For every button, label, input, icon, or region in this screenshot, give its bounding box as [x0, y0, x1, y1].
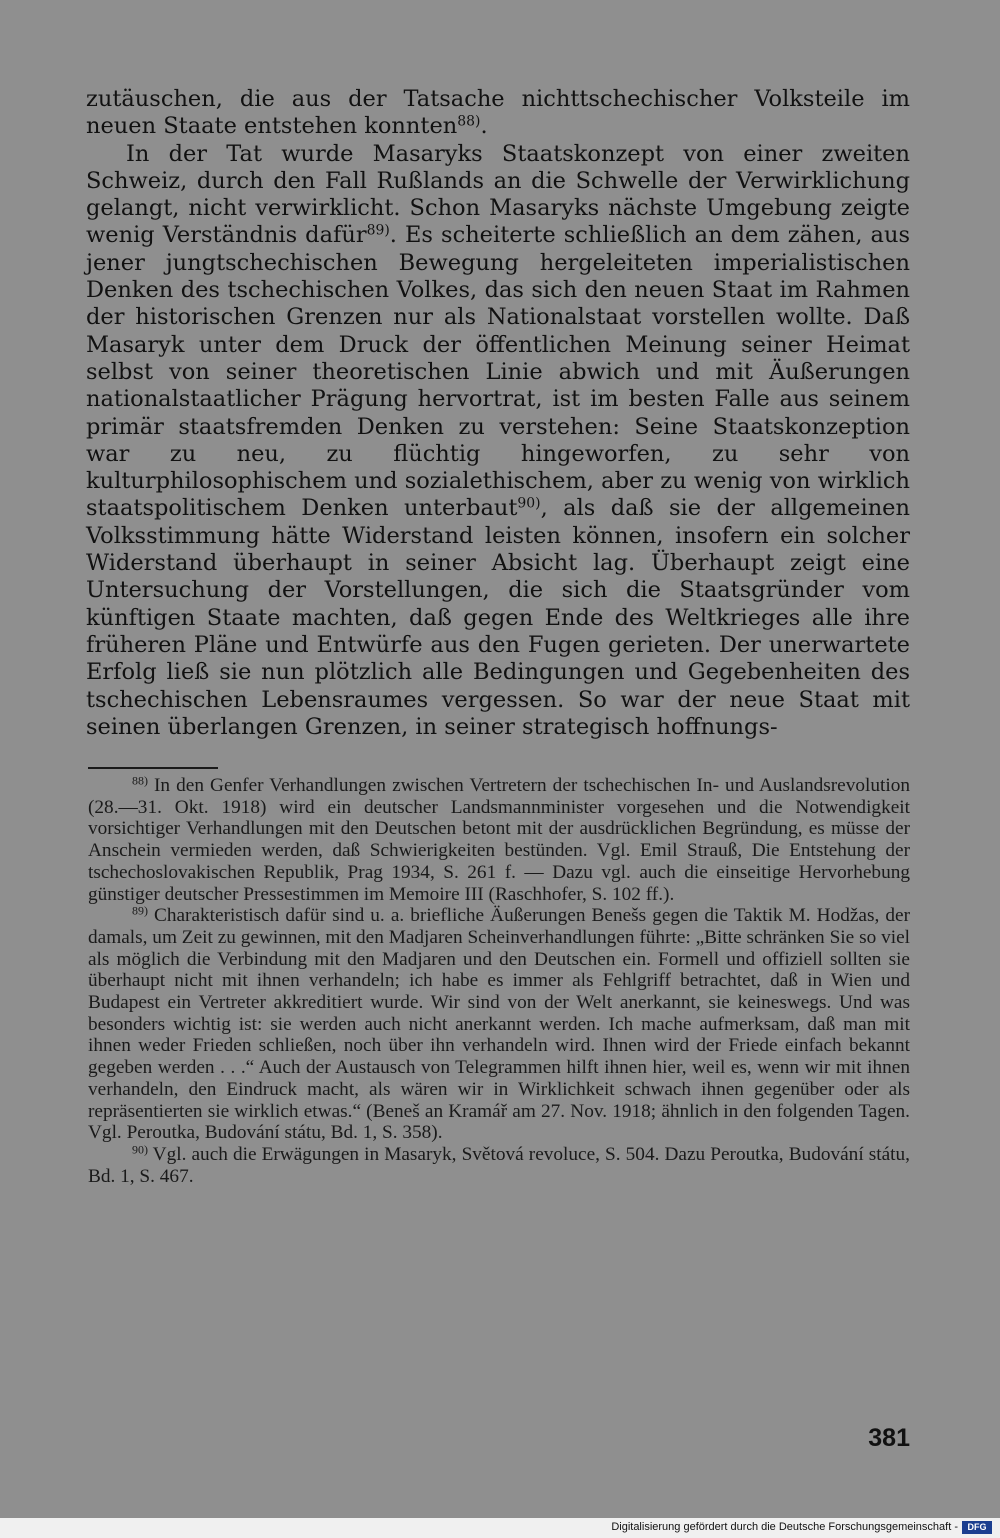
- footnote: [88, 775, 910, 905]
- footnote-separator: [88, 767, 218, 769]
- footnotes: [88, 775, 910, 1187]
- funding-notice: Digitalisierung gefördert durch die Deutsche Forschungsgemeinschaft -: [611, 1521, 958, 1533]
- paragraph: [86, 86, 910, 141]
- paragraph-text: zutäuschen, die aus der Tatsache nichttschechischer Volksteile im neuen Staate entstehen konnten: [86, 86, 910, 140]
- footnote-mark: 90): [132, 1142, 148, 1157]
- paragraph-text: .: [480, 113, 488, 140]
- paragraph-text: In der Tat wurde Masaryks Staatskonzept von einer zweiten Schweiz, durch den Fall Rußlands an die Schwelle der Verwirklichung gelangt, nicht verwirklicht. Schon Masaryks nächste Umgebung zeigte wenig Verständnis dafür: [86, 140, 910, 249]
- footnote-text: In den Genfer Verhandlungen zwischen Vertretern der tschechischen In- und Auslandsrevolution (28.—31. Okt. 1918) wird ein deutscher Landsmannminister vorgesehen und die Notwendigkeit vorsichtiger Verhandlungen mit den Deutschen betont mit der ausdrücklichen Begründung, es müsse der Anschein vermieden werden, daß Schwierigkeiten bestünden. Vgl. Emil Strauß, Die Entstehung der tschechoslovakischen Republik, Prag 1934, S. 261 f. — Dazu vgl. auch die einseitige Hervorhebung günstiger deutscher Pressestimmen im Memoire III (Raschhofer, S. 102 ff.).: [88, 775, 910, 905]
- paragraph-text: , als daß sie der allgemeinen Volksstimmung hätte Widerstand leisten können, insofern ein solcher Widerstand überhaupt in seiner Absicht lag. Überhaupt zeigt eine Untersuchung der Vorstellungen, die sich die Staatsgründer vom künftigen Staate machten, daß gegen Ende des Weltkrieges alle ihre früheren Pläne und Entwürfe aus den Fugen gerieten. Der unerwartete Erfolg ließ sie nun plötzlich alle Bedingungen und Gegebenheiten des tschechischen Lebensraumes vergessen. So war der neue Staat mit seinen überlangen Grenzen, in seiner strategisch hoffnungs-: [86, 495, 910, 740]
- footnote-mark: 88): [132, 773, 148, 788]
- paragraph-text: . Es scheiterte schließlich an dem zähen, aus jener jungtschechischen Bewegung hergeleiteten imperialistischen Denken des tschechischen Volkes, das sich den neuen Staat im Rahmen der historischen Grenzen nur als Nationalstaat vorstellen wollte. Daß Masaryk unter dem Druck der öffentlichen Meinung seiner Heimat selbst von seiner theoretischen Linie abwich und mit Äußerungen nationalstaatlicher Prägung hervortrat, ist im besten Falle aus seinem primär staatsfremden Denken zu verstehen: Seine Staatskonzeption war zu neu, zu flüchtig hingeworfen, zu sehr von kulturphilosophischem und sozialethischem, aber zu wenig von wirklich staatspolitischem Denken unterbaut: [86, 222, 910, 522]
- footnote-ref: 88): [457, 113, 481, 130]
- footnote-ref: 90): [517, 495, 541, 512]
- page-number: 381: [868, 1424, 910, 1452]
- footnote-mark: 89): [132, 903, 148, 918]
- funding-bar: [0, 1518, 1000, 1538]
- dfg-logo-icon: DFG: [962, 1521, 992, 1534]
- main-text: [86, 86, 910, 741]
- footnote-text: Charakteristisch dafür sind u. a. briefliche Äußerungen Benešs gegen die Taktik M. Hodžas, der damals, um Zeit zu gewinnen, mit den Madjaren Scheinverhandlungen führte: „Bitte schränken Sie so viel als möglich die Verbindung mit den Madjaren und den Deutschen ein. Formell und offiziell sollten sie überhaupt nicht mit ihnen verhandeln; ich habe es immer als Fehlgriff betrachtet, daß in Wien und Budapest ein Vertreter akkreditiert wurde. Wir sind von der Welt anerkannt, sie keineswegs. Und was besonders wichtig ist: sie werden auch nicht anerkannt werden. Ich mache aufmerksam, daß man mit ihnen weder Frieden schließen, noch über ihn verhandeln wird. Ihnen wird der Friede einfach bekannt gegeben werden . . .“ Auch der Austausch von Telegrammen hilft ihnen hier, weil es, wenn wir mit ihnen verhandeln, den Eindruck macht, als wären wir in Wirklichkeit schwach ihnen gegenüber oder als repräsentierten sie wirklich etwas.“ (Beneš an Kramář am 27. Nov. 1918; ähnlich in den folgenden Tagen. Vgl. Peroutka, Budování státu, Bd. 1, S. 358).: [88, 905, 910, 1144]
- footnote-text: Vgl. auch die Erwägungen in Masaryk, Světová revoluce, S. 504. Dazu Peroutka, Budování státu, Bd. 1, S. 467.: [88, 1143, 910, 1187]
- footnote-ref: 89): [366, 222, 390, 239]
- footnote: [88, 905, 910, 1144]
- footnote: [88, 1144, 910, 1187]
- paragraph: [86, 141, 910, 742]
